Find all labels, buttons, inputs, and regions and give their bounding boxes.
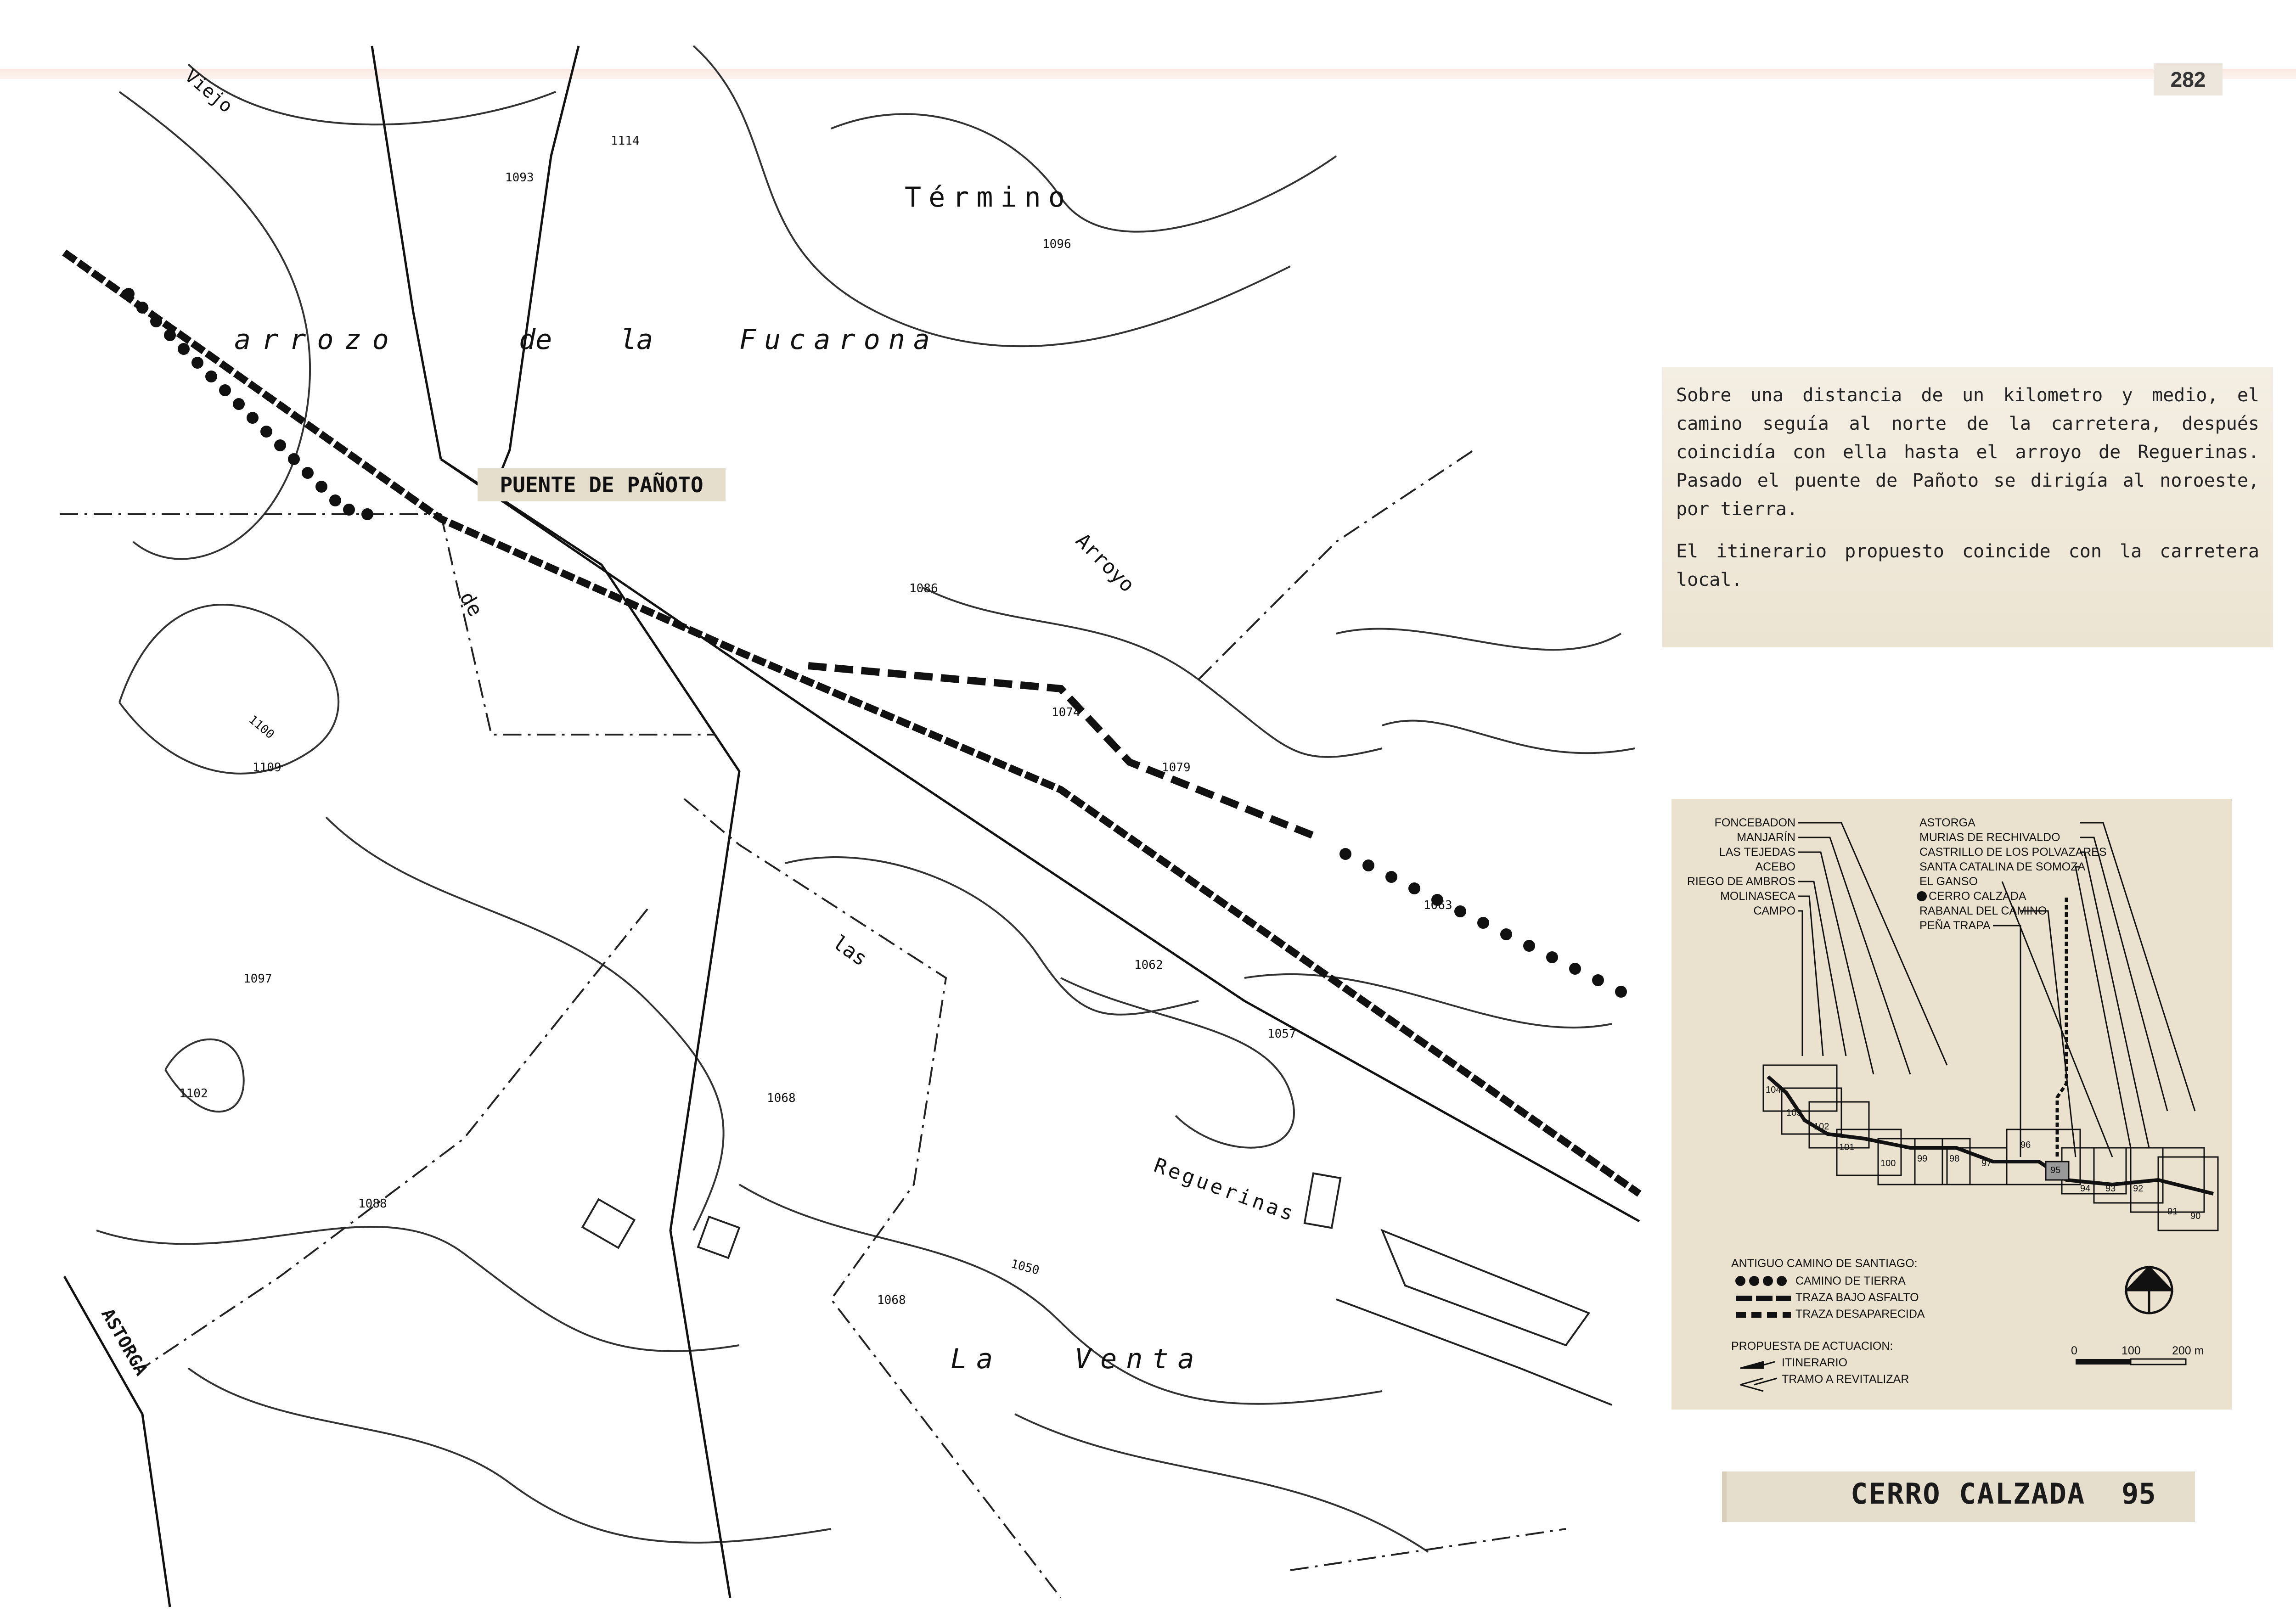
town-rabanal: RABANAL DEL CAMINO (1919, 904, 2047, 917)
town-astorga: ASTORGA (1919, 816, 1975, 829)
sheet-98: 98 (1949, 1154, 1960, 1164)
town-molinaseca: MOLINASECA (1720, 890, 1795, 903)
sheet-95: 95 (2050, 1165, 2061, 1175)
sheet-101: 101 (1839, 1142, 1855, 1152)
camino-legend-asfalto: TRAZA BAJO ASFALTO (1795, 1291, 1919, 1304)
camino-de-tierra-dots (123, 288, 1627, 998)
elevation-1097: 1097 (243, 972, 272, 986)
sheet-93: 93 (2105, 1184, 2116, 1194)
sheet-100: 100 (1880, 1158, 1896, 1168)
sheet-94: 94 (2080, 1184, 2091, 1194)
elevation-1096: 1096 (1042, 237, 1071, 251)
bridge-label: PUENTE DE PAÑOTO (478, 468, 726, 501)
route-marker-line (2057, 898, 2066, 1157)
label-las: las (828, 931, 872, 971)
label-astorga: ASTORGA (97, 1305, 152, 1379)
sheet-102: 102 (1814, 1122, 1829, 1132)
label-reguerinas: Reguerinas (1151, 1153, 1299, 1227)
north-arrow-icon (2126, 1267, 2172, 1313)
sheet-grid (1763, 1065, 2218, 1230)
sheet-103: 103 (1786, 1108, 1802, 1118)
town-castrillo: CASTRILLO DE LOS POLVAZARES (1919, 846, 2107, 859)
scale-label-100: 100 (2122, 1344, 2141, 1357)
sheet-99: 99 (1917, 1154, 1928, 1164)
elevation-1068-b: 1068 (877, 1293, 906, 1307)
legend-tramo-sample (1740, 1378, 1777, 1391)
scale-label-200: 200 m (2172, 1344, 2204, 1357)
town-acebo: ACEBO (1755, 860, 1795, 873)
elevation-1063: 1063 (1424, 899, 1452, 912)
elevation-1093: 1093 (505, 171, 534, 185)
elevation-1088: 1088 (358, 1197, 387, 1211)
sheet-96: 96 (2020, 1140, 2031, 1150)
sheet-title-box (1722, 1471, 2195, 1522)
camino-bajo-asfalto (64, 253, 1639, 1194)
label-de-2: de (455, 588, 488, 621)
elevation-1114: 1114 (611, 134, 640, 148)
town-santa-catalina: SANTA CATALINA DE SOMOZA (1919, 860, 2086, 873)
label-la-venta-venta: Venta (1075, 1343, 1204, 1375)
description-text (1676, 381, 2259, 608)
contour-lines (96, 46, 1635, 1552)
camino-legend-tierra: CAMINO DE TIERRA (1795, 1275, 1906, 1287)
sheet-91: 91 (2167, 1207, 2178, 1217)
propuesta-legend-tramo: TRAMO A REVITALIZAR (1782, 1373, 1909, 1386)
label-la-1: la (620, 324, 653, 356)
boundaries (60, 450, 1566, 1598)
camino-legend-title: ANTIGUO CAMINO DE SANTIAGO: (1731, 1257, 1918, 1270)
sheet-title: CERRO CALZADA (1851, 1477, 2086, 1511)
elevation-1068: 1068 (767, 1091, 796, 1105)
description-paragraph-2: El itinerario propuesto coincide con la carretera local. (1676, 541, 2259, 590)
legend-dot-samples (1735, 1276, 1787, 1286)
camino-legend-desaparecida: TRAZA DESAPARECIDA (1795, 1308, 1925, 1320)
label-arrozo: arrozo (234, 324, 400, 356)
label-fucarona: Fucarona (739, 324, 938, 356)
elevation-1050: 1050 (1009, 1257, 1041, 1278)
elevation-1102: 1102 (179, 1087, 208, 1101)
label-de-1: de (519, 324, 552, 356)
town-las-tejedas: LAS TEJEDAS (1719, 846, 1795, 859)
elevation-1086: 1086 (909, 582, 938, 595)
town-el-ganso: EL GANSO (1919, 875, 1978, 888)
elevation-1074: 1074 (1052, 706, 1080, 719)
description-paragraph-1: Sobre una distancia de un kilometro y medio, el camino seguía al norte de la carretera, después coincidía con ella hasta el arroyo de Reguerinas. Pasado el puente de Pañoto se dirigía al noroeste, por tierra. (1676, 385, 2259, 520)
description-box (1662, 367, 2273, 647)
label-la-venta-la: La (951, 1343, 1002, 1375)
town-murias: MURIAS DE RECHIVALDO (1919, 831, 2060, 844)
town-riego-de-ambros: RIEGO DE AMBROS (1687, 875, 1795, 888)
town-manjarin: MANJARÍN (1737, 831, 1795, 844)
town-cerro-calzada: CERRO CALZADA (1929, 890, 2026, 903)
propuesta-legend-title: PROPUESTA DE ACTUACION: (1731, 1340, 1893, 1353)
current-location-marker (1917, 891, 1927, 901)
elevation-1079: 1079 (1162, 761, 1191, 775)
elevation-1109: 1109 (253, 761, 281, 775)
sheet-92: 92 (2133, 1184, 2144, 1194)
sheet-90: 90 (2190, 1211, 2201, 1221)
legend-itinerario-sample (1740, 1362, 1775, 1368)
legend-panel (1671, 799, 2232, 1410)
town-foncebadon: FONCEBADON (1714, 816, 1795, 829)
town-campo: CAMPO (1753, 904, 1795, 917)
elevation-1062: 1062 (1134, 958, 1163, 972)
sheet-number: 95 (2122, 1477, 2156, 1511)
propuesta-legend-itinerario: ITINERARIO (1782, 1356, 1848, 1369)
label-arroyo: Arroyo (1071, 528, 1139, 597)
town-pena-trapa: PEÑA TRAPA (1919, 919, 1991, 932)
sheet-97: 97 (1981, 1158, 1992, 1168)
topographic-map (51, 37, 1667, 1607)
scale-label-0: 0 (2071, 1344, 2077, 1357)
elevation-1100: 1100 (246, 713, 277, 742)
page-number: 282 (2154, 63, 2223, 95)
roads (64, 46, 1639, 1607)
sheet-104: 104 (1766, 1085, 1781, 1095)
label-viejo: Viejo (180, 65, 237, 118)
scale-bar (2071, 1344, 2204, 1365)
elevation-1057: 1057 (1267, 1027, 1296, 1041)
traza-desaparecida (808, 666, 1313, 836)
label-termino: Término (905, 181, 1072, 213)
